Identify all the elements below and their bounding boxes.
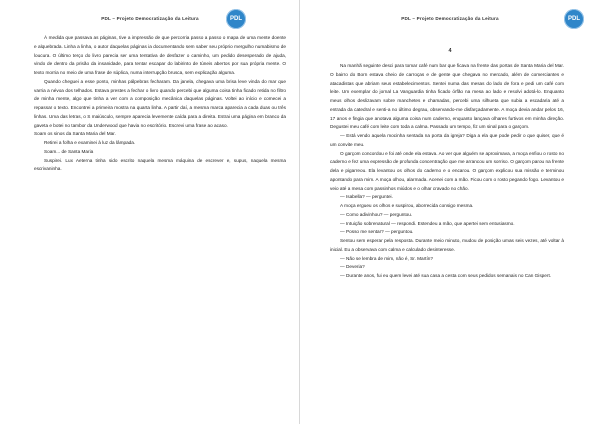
left-page-header: PDL – Projeto Democratização da Leitura bbox=[101, 16, 199, 21]
paragraph: À medida que passava as páginas, tive a impressão de que percorria passo a passo o mapa de uma mente doente e alquebrada. Linha a linha, o autor daquelas páginas ia documentando sem saber seu próprio mergulho numabismo de loucura. O último terço do livro parecia ser uma tentativa de desfazer o caminho, um pedido desesperado de ajuda, vindo de dentro da prisão da insanidade, para tentar escapar do labirinto de túneis abertos por sua própria mente. O texto morria no meio de uma frase de súplica, numa interrupção brusca, sem explicação alguma. bbox=[34, 35, 286, 75]
pdl-logo-icon: PDL bbox=[226, 9, 246, 29]
paragraph: — Intuição sobrenatural — respondi. Estendeu a mão, que apertei sem entusiasmo. bbox=[340, 220, 515, 226]
paragraph: Na manhã seguinte desci para tomar café num bar que ficava na frente das portas de Santa Maria del Mar. O bairro do Born estava cheio de carroças e de gente que chegava no mercado, além de comerciantes e atacadistas que abriam seus estabelecimentos. Sentei numa das mesas do lado de fora e pedi um café com leite. Um exemplar do jornal La Vanguardia tinha ficado órfão na mesa ao lado e resolvi adotá-lo. Enquanto meus olhos deslizavam sobre manchetes e chamadas, percebi uma silhueta que subia a escadaria até a entrada da catedral e senti-a no último degrau, observando-me disfarçadamente. A moça devia andar pelos 16, 17 anos e fingia que anotava alguma coisa num caderno, enquanto lançava olhares furtivos em minha direção. Degustei meu café com leite com toda a calma. Passado um tempo, fiz um sinal para o garçom. bbox=[330, 63, 564, 130]
paragraph: — Não se lembra de mim, não é, Sr. Martín? bbox=[340, 255, 434, 261]
right-page-body bbox=[330, 62, 564, 281]
paragraph: — Como adivinhou? — perguntou. bbox=[340, 211, 413, 217]
pdl-logo-icon: PDL bbox=[564, 9, 584, 29]
paragraph: — Isabella? — perguntei. bbox=[340, 194, 393, 200]
paragraph: Sentou sem esperar pela resposta. Durante meio minuto, mudou de posição umas seis vezes, até voltar à inicial. Eu a observava com calma e calculado desinteresse. bbox=[330, 238, 564, 252]
right-page-header: PDL – Projeto Democratização da Leitura bbox=[401, 16, 499, 21]
paragraph: — Durante anos, fui eu quem levei até sua casa a cesta com seus pedidos semanais no Can Gispert. bbox=[340, 273, 552, 278]
paragraph: — Posso me sentar? — perguntou. bbox=[340, 229, 414, 235]
paragraph: — Está vendo aquela mocinha sentada na porta da igreja? Diga a ela que pode pedir o que quiser, que é um convite meu. bbox=[330, 133, 564, 147]
paragraph: Quando cheguei a esse ponto, minhas pálpebras fecharam. Da janela, chegava uma brisa leve vinda do mar que varria a névoa dos telhados. Estava prestes a fechar o livro quando percebi que alguma coisa tinha ficado retida no filtro de minha mente, algo que tinha a ver com a composição mecânica daquelas páginas. Voltei ao início e comecei a repassar o texto. Encontrei a primeira mostra na quarta linha. A partir daí, a mesma marca aparecia a cada duas ou três linhas. Uma das letras, o S maiúsculo, sempre aparecia levemente caída para a direita. Estrai uma página em branco da gaveta e botei no tambor da Underwood que havia no escritório. Escrevi uma frase ao acaso. bbox=[34, 78, 286, 128]
paragraph: — Deveria? bbox=[340, 264, 365, 270]
paragraph: Retirei a folha e examinei à luz da lâmpada. bbox=[44, 140, 136, 145]
paragraph: O garçom concordou e foi até onde ela estava. Ao ver que alguém se aproximava, a moça enfiou o rosto no caderno e fez uma expressão de profunda concentração que me arrancou um sorriso. O garçom parou na frente dela e pigarreou. Ela levantou os olhos do caderno e o encarou. O garçom explicou sua missão e terminou apontando para mim. A moça olhou, alarmada. Acenei com a mão. Ficou com o rosto pegando fogo. Levantou e veio até a mesa com passinhos miúdos e o olhar cravado no chão. bbox=[330, 150, 564, 191]
paragraph: Soam... de Santa Maria bbox=[44, 148, 94, 154]
right-page bbox=[300, 0, 600, 424]
paragraph: Suspirei. Lux Aeterna tinha sido escrito naquela mesma máquina de escrever e, supus, naquela mesma escrivaninha. bbox=[34, 157, 286, 172]
chapter-number: 4 bbox=[448, 48, 452, 54]
left-page-body bbox=[34, 34, 286, 174]
paragraph: A moça ergueu os olhos e suspirou, aborrecida consigo mesma. bbox=[340, 203, 474, 208]
paragraph: Soam os sinos da Santa Maria del Mar. bbox=[34, 131, 116, 137]
